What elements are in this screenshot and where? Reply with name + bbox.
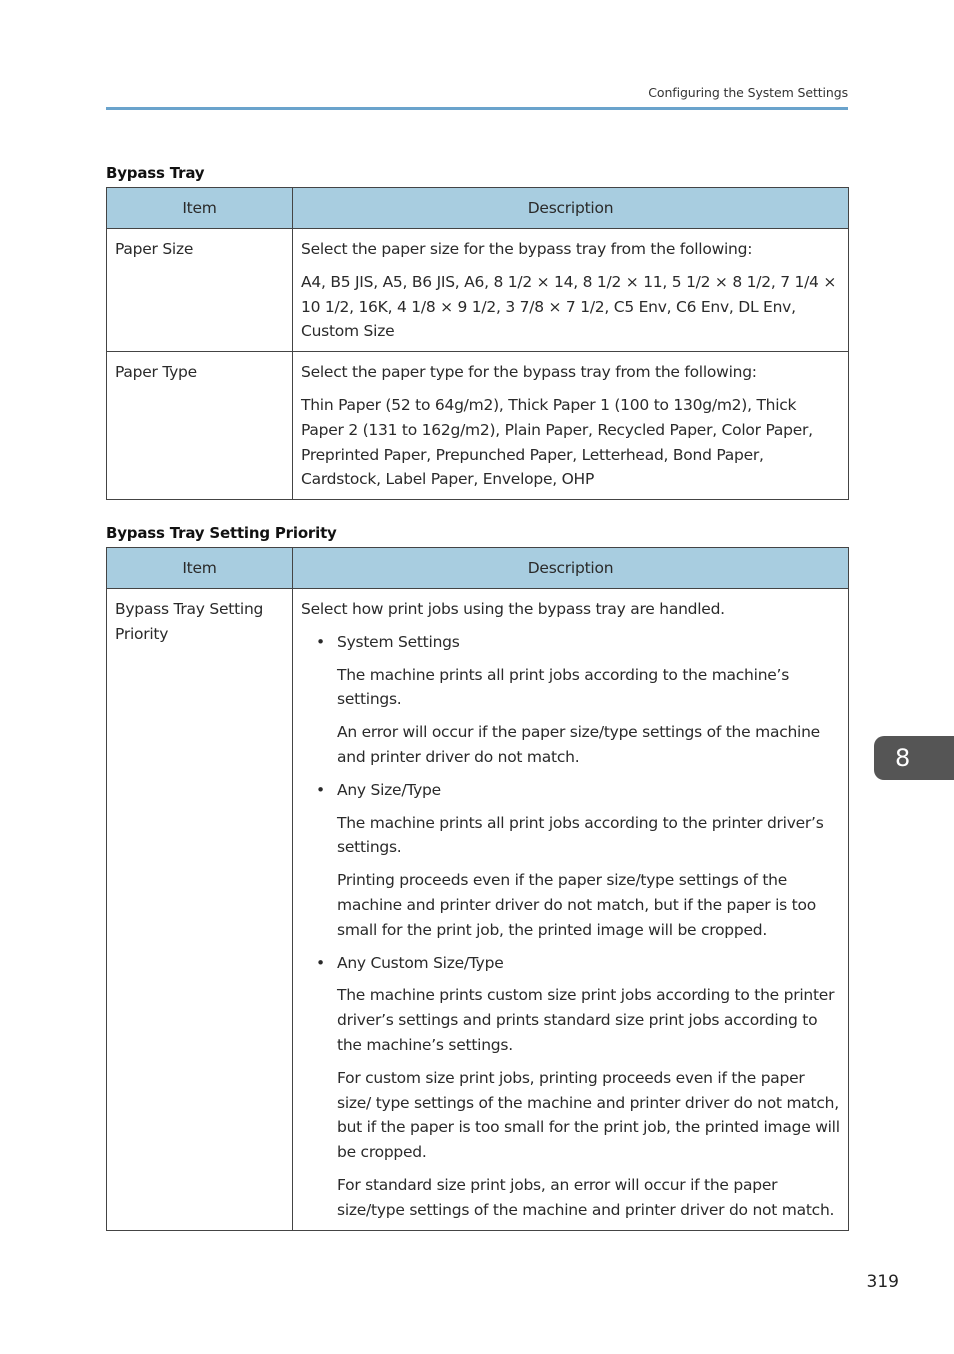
option-paragraph: For custom size print jobs, printing proceeds even if the paper size/ type settings of the machine and printer driver do not match, but if the paper is too small for the print job, the printed image will be cropped.: [337, 1068, 840, 1162]
option-name: System Settings: [337, 632, 460, 651]
option-paragraph: Printing proceeds even if the paper size/type settings of the machine and printer driver do not match, but if the paper is too small for the print job, the printed image will be cropped.: [337, 871, 816, 939]
description-intro: Select how print jobs using the bypass tray are handled.: [301, 600, 725, 618]
bullet-icon: •: [316, 632, 325, 651]
option-paragraph: For standard size print jobs, an error will occur if the paper size/type settings of the machine and printer driver do not match.: [337, 1175, 835, 1219]
option-name: Any Size/Type: [337, 780, 441, 799]
item-cell: Bypass Tray Setting Priority: [107, 589, 293, 1231]
option-item: [301, 951, 840, 1223]
column-header-item: Item: [107, 188, 293, 229]
item-cell: Paper Type: [107, 352, 293, 500]
bypass-tray-table: [106, 187, 849, 500]
option-list: [301, 630, 840, 1223]
option-paragraph: The machine prints all print jobs according to the printer driver’s settings.: [337, 813, 824, 857]
section-title: Bypass Tray Setting Priority: [106, 524, 337, 542]
column-header-description: Description: [293, 548, 849, 589]
description-paragraph: Select the paper size for the bypass tray from the following:: [301, 240, 753, 258]
description-cell: [293, 229, 849, 352]
bullet-icon: •: [316, 780, 325, 799]
column-header-description: Description: [293, 188, 849, 229]
section-title: Bypass Tray: [106, 164, 205, 182]
table-row: [107, 352, 849, 500]
chapter-tab: 8: [874, 736, 954, 780]
description-paragraph: A4, B5 JIS, A5, B6 JIS, A6, 8 1/2 × 14, 8 1/2 × 11, 5 1/2 × 8 1/2, 7 1/4 × 10 1/2, 16K, 4 1/8 × 9 1/2, 3 7/8 × 7 1/2, C5 Env, C6 Env, DL Env, Custom Size: [301, 272, 837, 341]
description-cell: [293, 589, 849, 1231]
description-paragraph: Select the paper type for the bypass tray from the following:: [301, 363, 757, 382]
item-cell: Paper Size: [107, 229, 293, 352]
option-name: Any Custom Size/Type: [337, 953, 504, 972]
description-paragraph: Thin Paper (52 to 64g/m2), Thick Paper 1 (100 to 130g/m2), Thick Paper 2 (131 to 162g/m2), Plain Paper, Recycled Paper, Color Paper, Preprinted Paper, Prepunched Paper, Letterhead, Bond Paper, Cardstock, Label Paper, Envelope, OHP: [301, 395, 813, 489]
option-paragraph: An error will occur if the paper size/type settings of the machine and printer driver do not match.: [337, 723, 820, 766]
option-paragraph: The machine prints custom size print jobs according to the printer driver’s settings and prints standard size print jobs according to the machine’s settings.: [337, 986, 835, 1054]
column-header-item: Item: [107, 548, 293, 589]
table-row: [107, 229, 849, 352]
option-paragraph: The machine prints all print jobs according to the machine’s settings.: [337, 665, 790, 709]
description-cell: [293, 352, 849, 500]
option-item: [301, 630, 840, 770]
bypass-tray-priority-table: [106, 547, 849, 1231]
bullet-icon: •: [316, 953, 325, 972]
table-header-row: [107, 548, 849, 589]
running-header: Configuring the System Settings: [648, 85, 848, 100]
option-item: [301, 778, 840, 943]
header-rule: [106, 107, 848, 110]
table-header-row: [107, 188, 849, 229]
table-row: [107, 589, 849, 1231]
page-number: 319: [866, 1272, 899, 1292]
